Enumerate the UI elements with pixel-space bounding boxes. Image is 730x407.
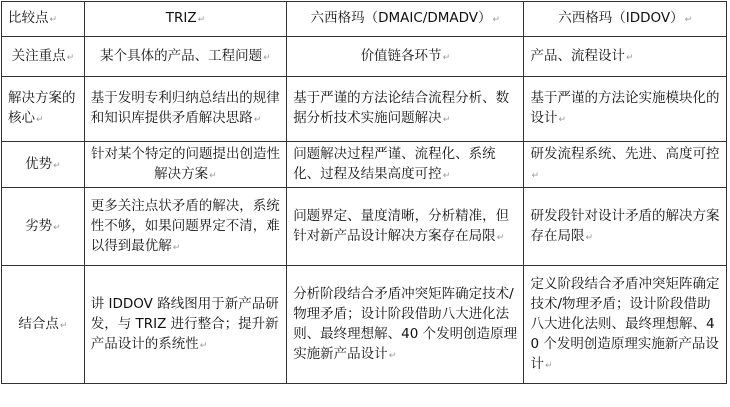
cell-combination-triz: 讲 IDDOV 路线图用于新产品研发，与 TRIZ 进行整合；提升新产品设计的系统性↵ <box>84 266 286 384</box>
cell-advantage-dmaic: 问题解决过程严谨、流程化、系统化、过程及结果高度可控↵ <box>287 142 524 188</box>
comparison-table <box>1 1 727 384</box>
cell-core-iddov: 基于严谨的方法论实施模块化的设计↵ <box>524 77 727 142</box>
cell-disadvantage-iddov: 研发段针对设计矛盾的解决方案存在局限↵ <box>524 188 727 266</box>
header-cell-iddov: 六西格玛（IDDOV）↵ <box>524 2 727 37</box>
row-label-focus: 关注重点↵ <box>2 37 85 77</box>
header-cell-compare-point: 比较点↵ <box>2 2 85 37</box>
cell-disadvantage-triz: 更多关注点状矛盾的解决，系统性不够，如果问题界定不清，难以得到最优解↵ <box>84 188 286 266</box>
table-row-core <box>2 77 727 142</box>
table-header-row <box>2 2 727 37</box>
table-row-disadvantage <box>2 188 727 266</box>
cell-disadvantage-dmaic: 问题界定、量度清晰，分析精准，但针对新产品设计解决方案存在局限↵ <box>287 188 524 266</box>
table-row-focus <box>2 37 727 77</box>
cell-focus-dmaic: 价值链各环节↵ <box>287 37 524 77</box>
row-label-advantage: 优势↵ <box>2 142 85 188</box>
table-row-combination <box>2 266 727 384</box>
cell-combination-dmaic: 分析阶段结合矛盾冲突矩阵确定技术/物理矛盾；设计阶段借助八大进化法则、最终理想解、40 个发明创造原理实施新产品设计↵ <box>287 266 524 384</box>
cell-combination-iddov: 定义阶段结合矛盾冲突矩阵确定技术/物理矛盾；设计阶段借助八大进化法则、最终理想解、40 个发明创造原理实施新产品设计↵ <box>524 266 727 384</box>
row-label-combination: 结合点↵ <box>2 266 85 384</box>
cell-advantage-iddov: 研发流程系统、先进、高度可控↵ <box>524 142 727 188</box>
cell-core-triz: 基于发明专利归纳总结出的规律和知识库提供矛盾解决思路↵ <box>84 77 286 142</box>
table-row-advantage <box>2 142 727 188</box>
header-cell-triz: TRIZ↵ <box>84 2 286 37</box>
cell-advantage-triz: 针对某个特定的问题提出创造性解决方案↵ <box>84 142 286 188</box>
cell-focus-iddov: 产品、流程设计↵ <box>524 37 727 77</box>
row-label-disadvantage: 劣势↵ <box>2 188 85 266</box>
cell-focus-triz: 某个具体的产品、工程问题↵ <box>84 37 286 77</box>
header-cell-dmaic: 六西格玛（DMAIC/DMADV）↵ <box>287 2 524 37</box>
cell-core-dmaic: 基于严谨的方法论结合流程分析、数据分析技术实施问题解决↵ <box>287 77 524 142</box>
row-label-core: 解决方案的核心↵ <box>2 77 85 142</box>
